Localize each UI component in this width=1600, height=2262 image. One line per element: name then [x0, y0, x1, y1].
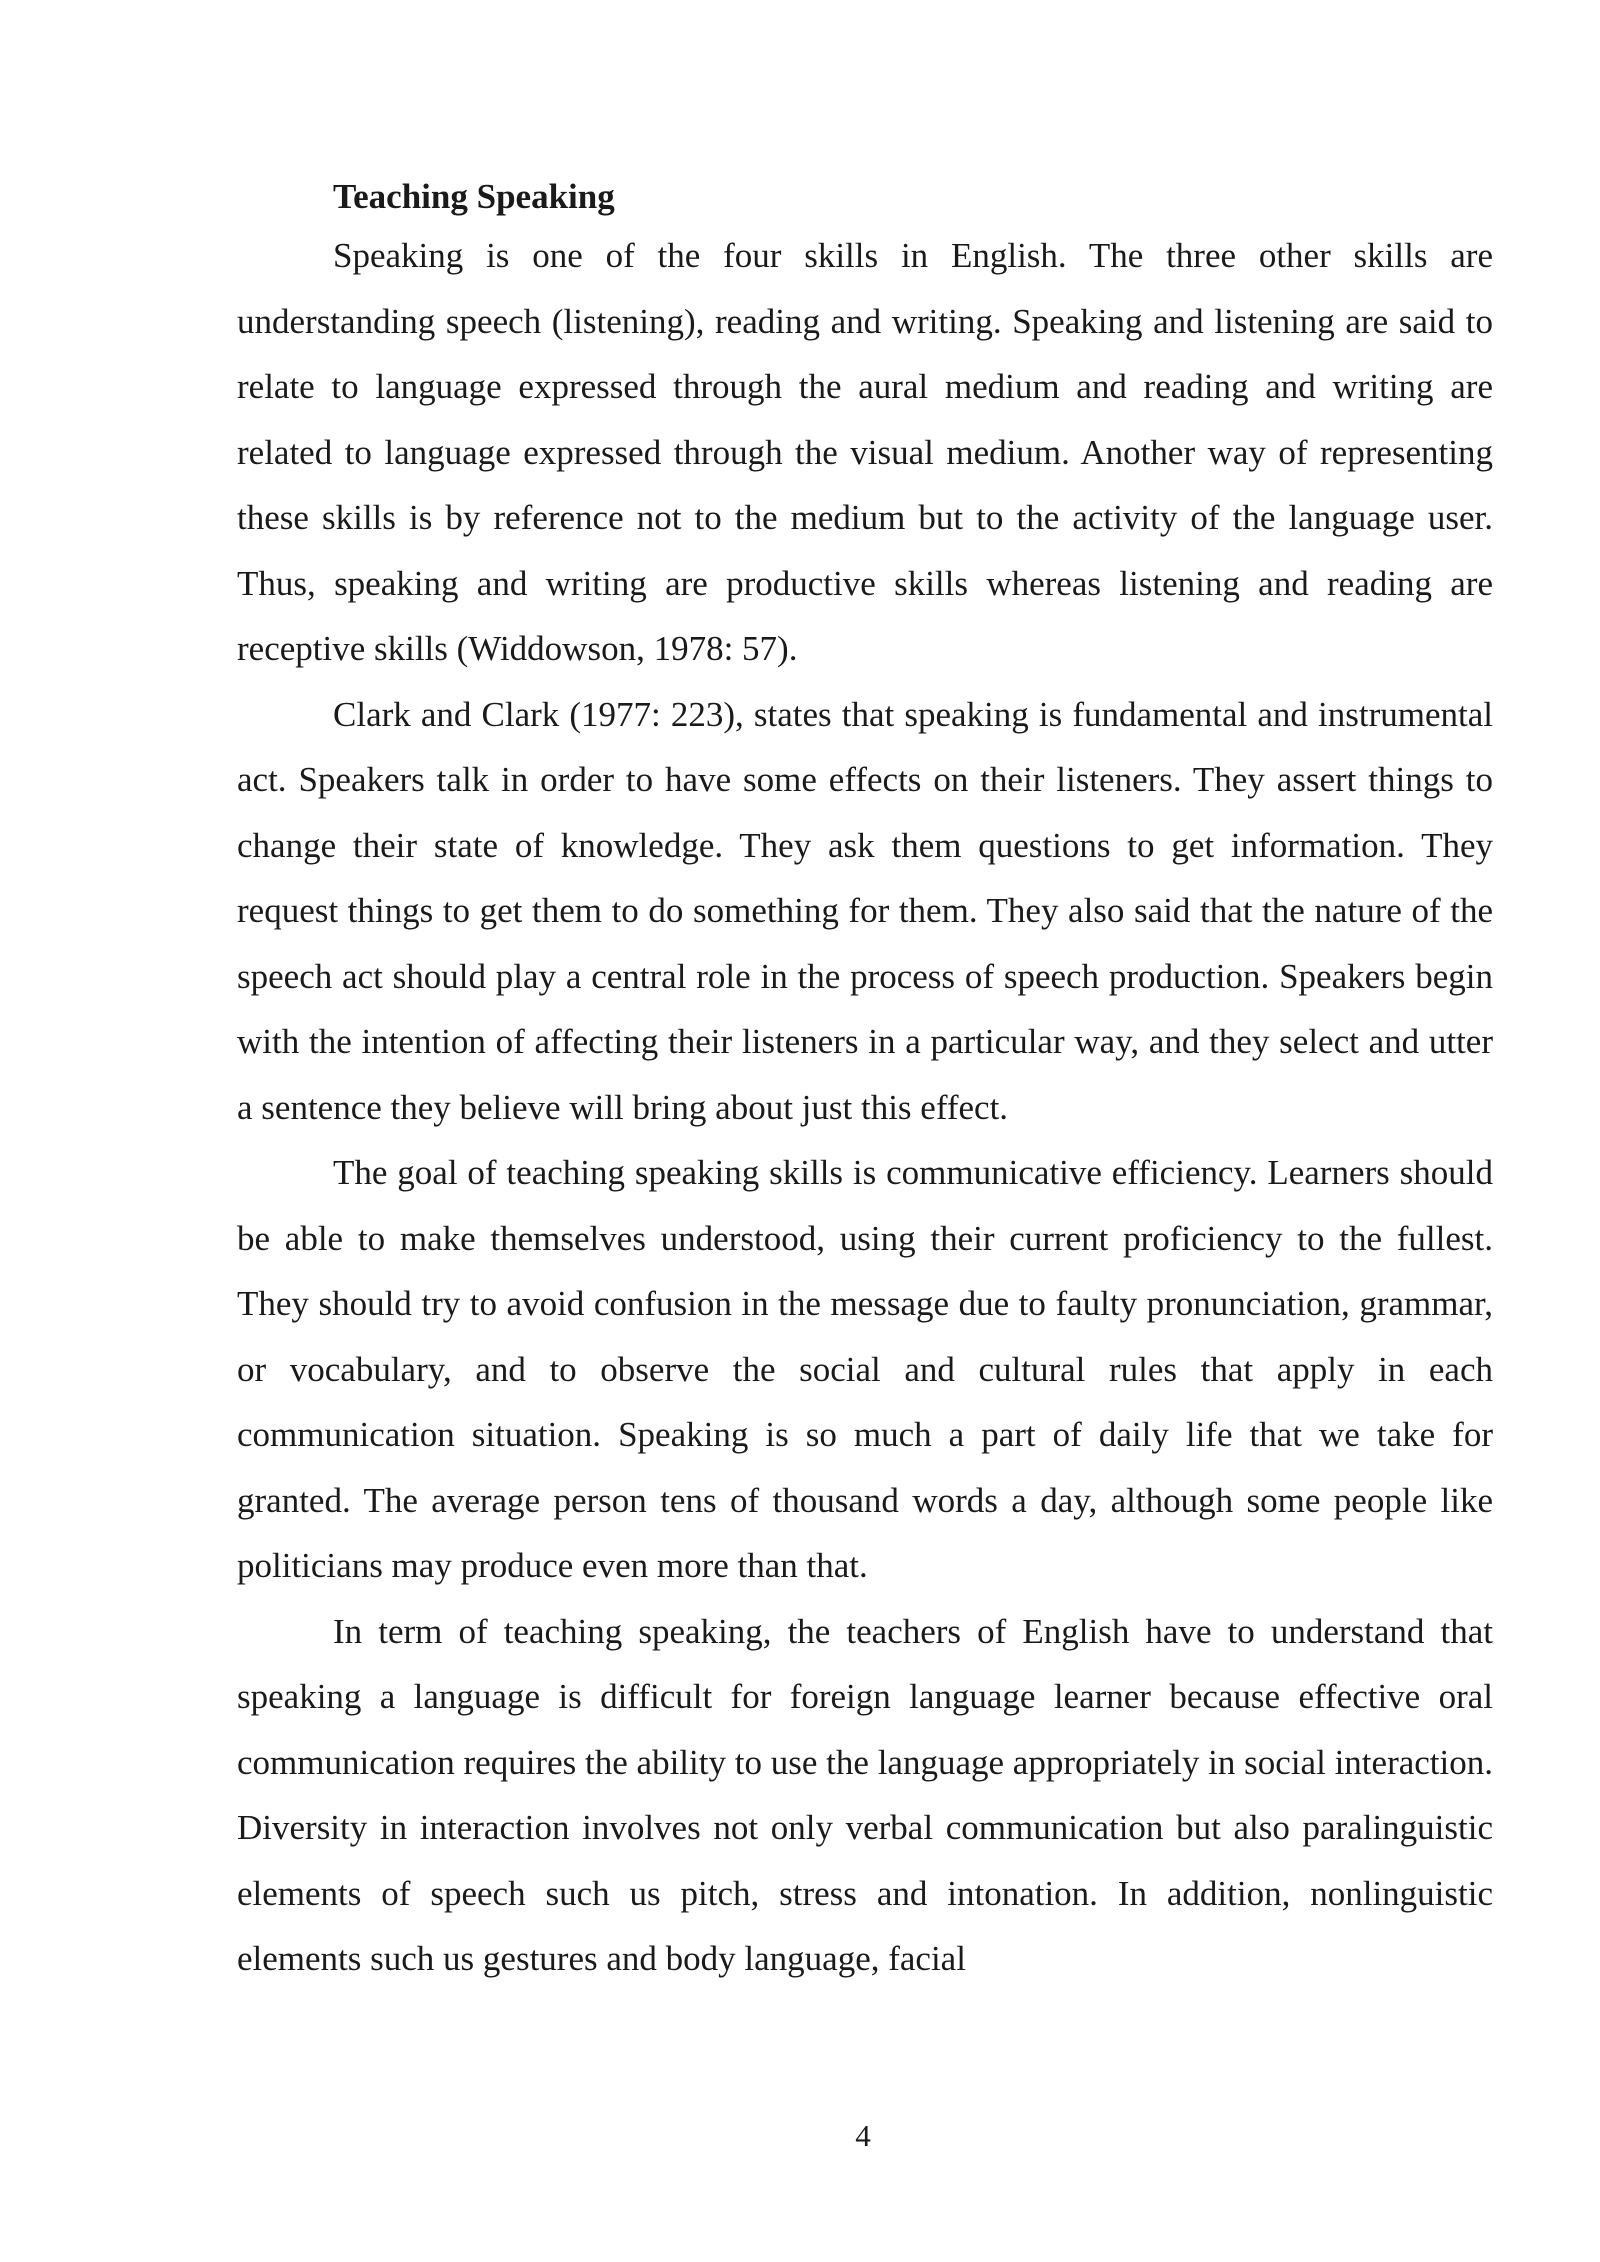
- page-number: 4: [855, 2118, 871, 2153]
- page-body: [237, 170, 1493, 1992]
- paragraph-teaching-goal: The goal of teaching speaking skills is communicative efficiency. Learners should be able to make themselves understood, using their current proficiency to the fullest. They should try to avoid confusion in the message due to faulty pronunciation, grammar, or vocabulary, and to observe the social and cultural rules that apply in each communication situation. Speaking is so much a part of daily life that we take for granted. The average person tens of thousand words a day, although some people like politicians may produce even more than that.: [237, 1153, 1493, 1585]
- paragraph-teaching-speaking: In term of teaching speaking, the teachers of English have to understand that speaking a language is difficult for foreign language learner because effective oral communication requires the ability to use the language appropriately in social interaction. Diversity in interaction involves not only verbal communication but also paralinguistic elements of speech such us pitch, stress and intonation. In addition, nonlinguistic elements such us gestures and body language, facial: [237, 1611, 1493, 1978]
- paragraph-speaking-skills: Speaking is one of the four skills in English. The three other skills are understanding speech (listening), reading and writing. Speaking and listening are said to relate to language expressed through the aural medium and reading and writing are related to language expressed through the visual medium. Another way of representing these skills is by reference not to the medium but to the activity of the language user. Thus, speaking and writing are productive skills whereas listening and reading are receptive skills (Widdowson, 1978: 57).: [237, 236, 1493, 668]
- section-heading: Teaching Speaking: [333, 177, 615, 216]
- paragraph-clark-and-clark: Clark and Clark (1977: 223), states that speaking is fundamental and instrumental act. Speakers talk in order to have some effects on their listeners. They assert things to change their state of knowledge. They ask them questions to get information. They request things to get them to do something for them. They also said that the nature of the speech act should play a central role in the process of speech production. Speakers begin with the intention of affecting their listeners in a particular way, and they select and utter a sentence they believe will bring about just this effect.: [237, 694, 1493, 1127]
